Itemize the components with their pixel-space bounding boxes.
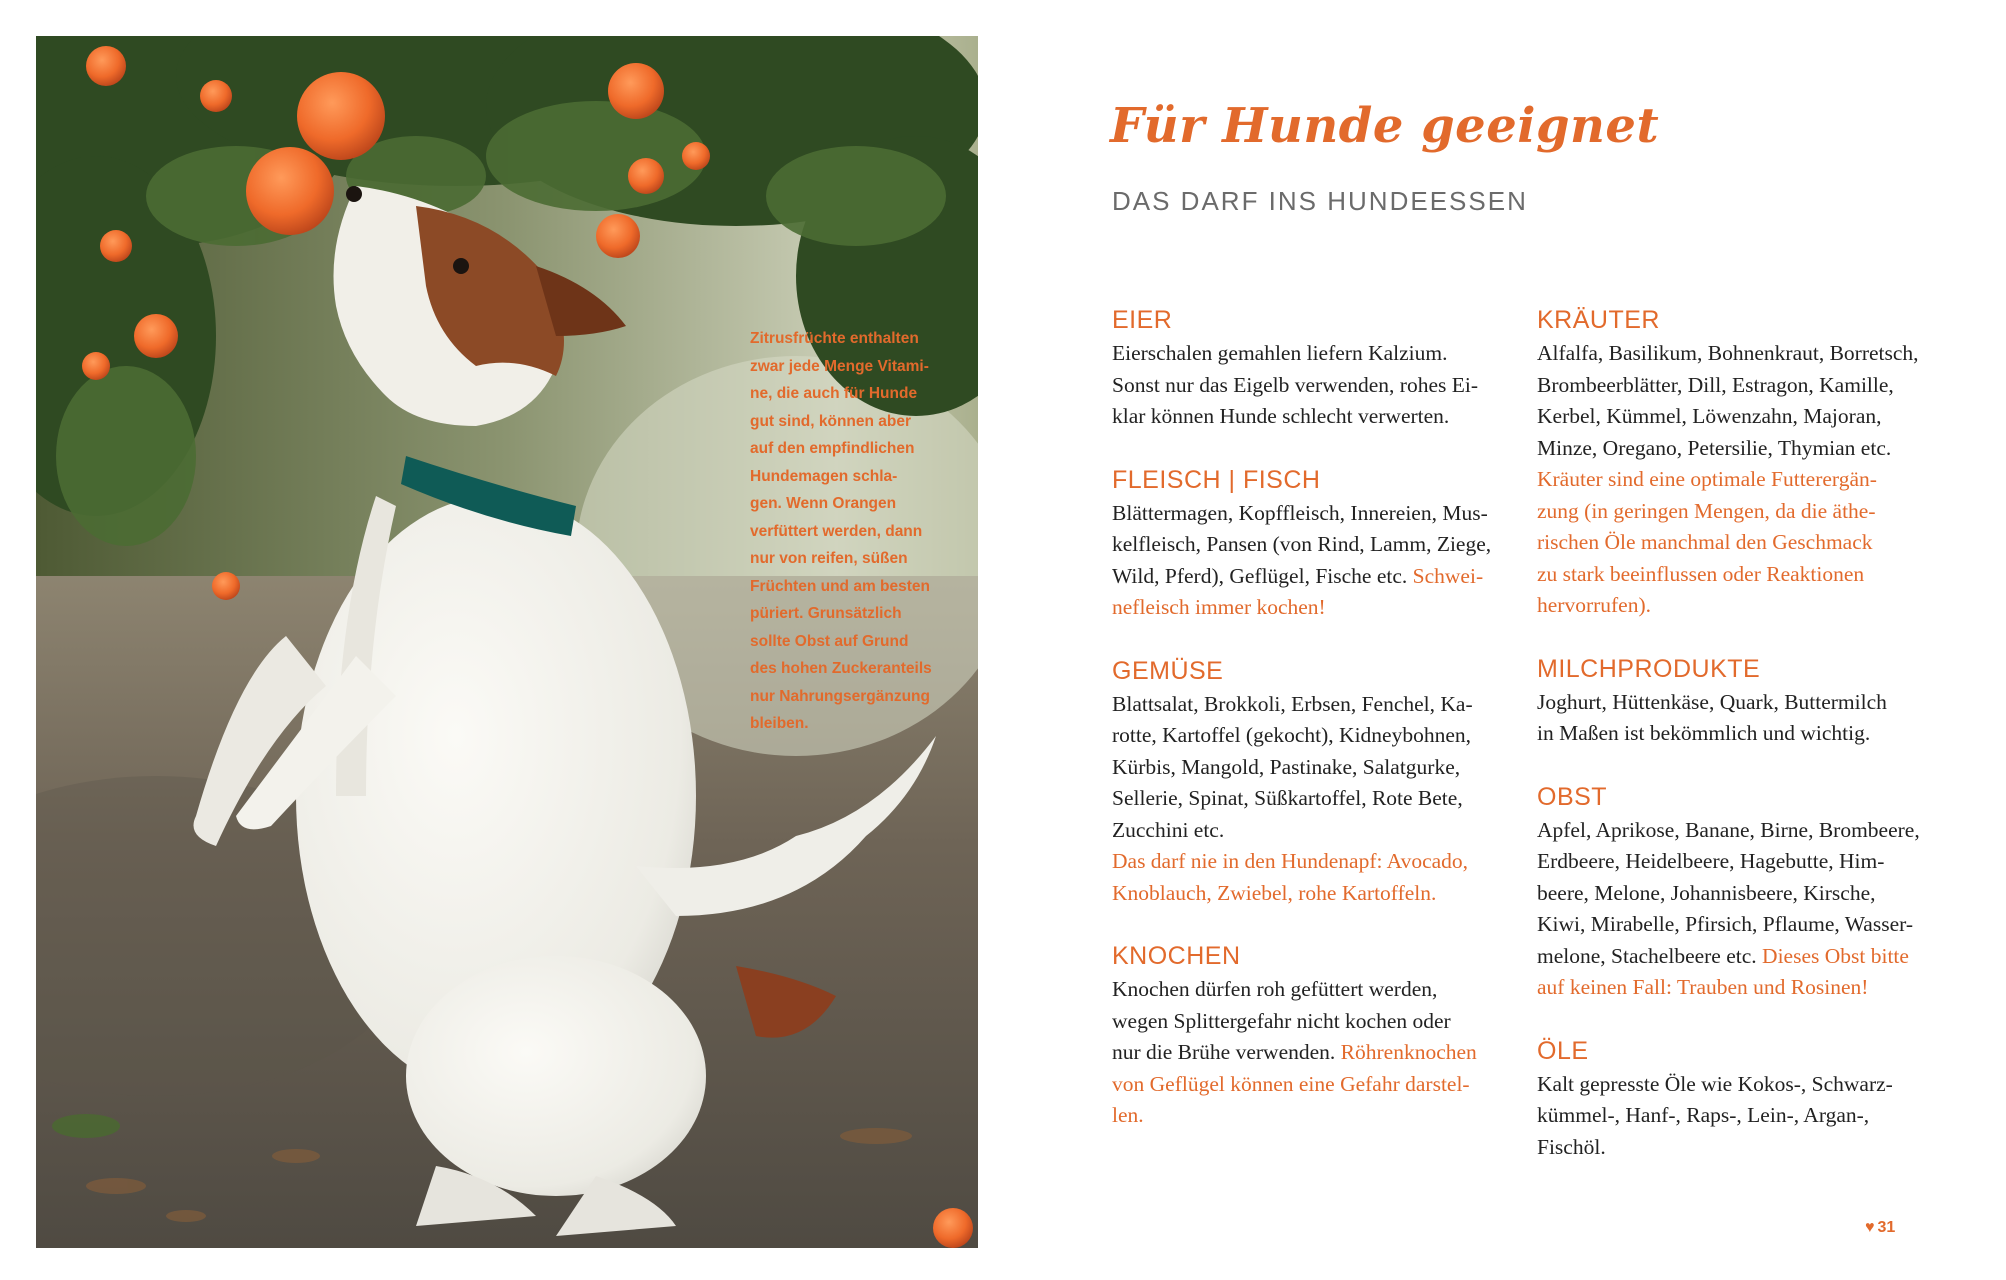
section-heading: OBST <box>1537 782 1608 811</box>
warning-highlight: Dieses Obst bitte auf keinen Fall: Trauben und Rosinen! <box>1537 943 1909 999</box>
page-subtitle: DAS DARF INS HUNDEESSEN <box>1112 186 1528 216</box>
section-text: Kalt gepresste Öle wie Kokos-, Schwarz- kümmel-, Hanf-, Raps-, Lein-, Argan-, Fischöl. <box>1537 1071 1893 1159</box>
section-heading: KNOCHEN <box>1112 942 1241 970</box>
section-text: Apfel, Aprikose, Banane, Birne, Brombeere, Erdbeere, Heidelbeere, Hagebutte, Him- beere, Melone, Johannisbeere, Kirsche, Kiwi, Mirabelle, Pfirsich, Pflaume, Wasser- melone, Stachelbeere etc. Dieses Obst bitte auf keinen Fall: Trauben und Rosinen! <box>1537 817 1920 999</box>
section-text: Blattsalat, Brokkoli, Erbsen, Fenchel, Ka- rotte, Kartoffel (gekocht), Kidneybohnen, Kürbis, Mangold, Pastinake, Salatgurke, Sellerie, Spinat, Süßkartoffel, Rote Bete, Zucchini etc. Das darf nie in den Hundenapf: Avocado, Knoblauch, Zwiebel, rohe Kartoffeln. <box>1112 691 1473 905</box>
section-kraeuter <box>1537 302 1962 622</box>
section-heading: MILCHPRODUKTE <box>1537 654 1761 683</box>
section-obst <box>1537 779 1962 1004</box>
page-number-value: 31 <box>1877 1219 1896 1236</box>
section-heading: ÖLE <box>1537 1036 1589 1065</box>
section-oele <box>1537 1033 1962 1164</box>
section-heading: EIER <box>1112 306 1173 334</box>
section-text: Blättermagen, Kopffleisch, Innereien, Mus- kelfleisch, Pansen (von Rind, Lamm, Ziege, Wild, Pferd), Geflügel, Fische etc. Schwei- nefleisch immer kochen! <box>1112 500 1492 619</box>
warning-highlight: Röhrenknochen von Geflügel können eine Gefahr darstel- len. <box>1112 1040 1477 1127</box>
page-number <box>1865 1219 1895 1237</box>
section-text: Alfalfa, Basilikum, Bohnenkraut, Borretsch, Brombeerblätter, Dill, Estragon, Kamille, Kerbel, Kümmel, Löwenzahn, Majoran, Minze, Oregano, Petersilie, Thymian etc. Kräuter sind eine optimale Futterergän- zung (in geringen Mengen, da die äthe- rischen Öle manchmal den Geschmack zu stark beeinflussen oder Reaktionen hervorrufen). <box>1537 341 1919 617</box>
page-title: Für Hunde geeignet <box>1110 98 1660 154</box>
warning-highlight: Schwei- nefleisch immer kochen! <box>1112 563 1484 619</box>
warning-highlight: Kräuter sind eine optimale Futterergän- zung (in geringen Mengen, da die äthe- rischen Öle manchmal den Geschmack zu stark beeinflussen oder Reaktionen hervorrufen). <box>1537 467 1877 617</box>
photo-caption: Zitrusfrüchte enthalten zwar jede Menge Vitami- ne, die auch für Hunde gut sind, können aber auf den empfindlichen Hundemagen schla- gen. Wenn Orangen verfüttert werden, dann nur von reifen, süßen Früchten und am besten püriert. Grunsätzlich sollte Obst auf Grund des hohen Zuckeranteils nur Nahrungsergänzung bleiben. <box>750 330 932 732</box>
section-eier <box>1112 302 1532 433</box>
section-text: Knochen dürfen roh gefüttert werden, wegen Splittergefahr nicht kochen oder nur die Brühe verwenden. Röhrenknochen von Geflügel können eine Gefahr darstel- len. <box>1112 977 1477 1127</box>
section-text: Joghurt, Hüttenkäse, Quark, Buttermilch in Maßen ist bekömmlich und wichtig. <box>1537 689 1887 745</box>
warning-highlight: Das darf nie in den Hundenapf: Avocado, Knoblauch, Zwiebel, rohe Kartoffeln. <box>1112 849 1469 905</box>
right-column <box>1537 302 1962 1192</box>
heart-icon: ♥ <box>1865 1219 1875 1236</box>
section-heading: GEMÜSE <box>1112 656 1224 685</box>
section-gemuese <box>1112 653 1532 910</box>
section-heading: FLEISCH | FISCH <box>1112 465 1321 494</box>
section-heading: KRÄUTER <box>1537 306 1660 334</box>
left-column <box>1112 302 1532 1161</box>
section-fleisch-fisch <box>1112 462 1532 624</box>
section-text: Eierschalen gemahlen liefern Kalzium. Sonst nur das Eigelb verwenden, rohes Ei- klar können Hunde schlecht verwerten. <box>1112 341 1479 428</box>
section-milchprodukte <box>1537 651 1962 750</box>
section-knochen <box>1112 938 1532 1132</box>
